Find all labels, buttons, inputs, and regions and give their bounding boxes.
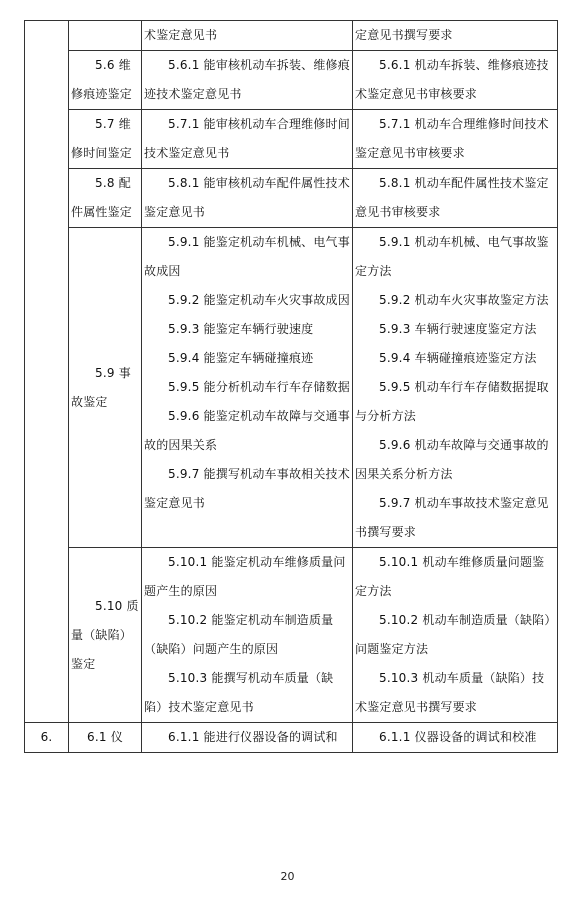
skill-cell: 5.8.1 能审核机动车配件属性技术鉴定意见书 — [142, 169, 353, 228]
page-number: 20 — [280, 870, 295, 883]
skill-item: 5.9.7 能撰写机动车事故相关技术鉴定意见书 — [144, 467, 350, 510]
knowledge-cell — [353, 228, 558, 548]
skill-item: 5.10.1 能鉴定机动车维修质量问题产生的原因 — [144, 555, 346, 598]
skill-item: 5.9.3 能鉴定车辆行驶速度 — [168, 322, 314, 336]
knowledge-item: 5.9.1 机动车机械、电气事故鉴定方法 — [355, 235, 549, 278]
knowledge-item: 5.9.2 机动车火灾事故鉴定方法 — [379, 293, 549, 307]
table-row — [25, 548, 558, 723]
knowledge-item: 5.9.4 车辆碰撞痕迹鉴定方法 — [379, 351, 537, 365]
knowledge-item: 5.10.2 机动车制造质量（缺陷）问题鉴定方法 — [355, 613, 551, 656]
level-cell: 5.10 质量（缺陷）鉴定 — [69, 548, 142, 723]
knowledge-item: 5.9.7 机动车事故技术鉴定意见书撰写要求 — [355, 496, 549, 539]
level-cell: 5.9 事故鉴定 — [69, 228, 142, 548]
skill-item: 5.9.5 能分析机动车行车存储数据 — [168, 380, 350, 394]
skill-cell — [142, 228, 353, 548]
level-cell: 6.1 仪 — [69, 723, 142, 753]
table-row — [25, 228, 558, 548]
knowledge-cell: 5.7.1 机动车合理维修时间技术鉴定意见书审核要求 — [353, 110, 558, 169]
table-row — [25, 51, 558, 110]
skills-table — [24, 20, 558, 753]
knowledge-item: 5.10.3 机动车质量（缺陷）技术鉴定意见书撰写要求 — [355, 671, 545, 714]
skill-item: 5.9.6 能鉴定机动车故障与交通事故的因果关系 — [144, 409, 350, 452]
skill-item: 5.10.2 能鉴定机动车制造质量（缺陷）问题产生的原因 — [144, 613, 334, 656]
skill-cell: 6.1.1 能进行仪器设备的调试和 — [142, 723, 353, 753]
table-row — [25, 723, 558, 753]
knowledge-cell: 5.8.1 机动车配件属性技术鉴定意见书审核要求 — [353, 169, 558, 228]
category-cell — [25, 21, 69, 723]
knowledge-cell — [353, 548, 558, 723]
knowledge-item: 5.9.6 机动车故障与交通事故的因果关系分析方法 — [355, 438, 549, 481]
table-row — [25, 169, 558, 228]
knowledge-cell: 定意见书撰写要求 — [353, 21, 558, 51]
skill-item: 5.9.2 能鉴定机动车火灾事故成因 — [168, 293, 350, 307]
knowledge-item: 5.9.5 机动车行车存储数据提取与分析方法 — [355, 380, 549, 423]
level-cell: 5.7 维修时间鉴定 — [69, 110, 142, 169]
table-row — [25, 110, 558, 169]
level-cell: 5.6 维修痕迹鉴定 — [69, 51, 142, 110]
skill-item: 5.9.1 能鉴定机动车机械、电气事故成因 — [144, 235, 350, 278]
skill-cell: 5.6.1 能审核机动车拆装、维修痕迹技术鉴定意见书 — [142, 51, 353, 110]
level-cell: 5.8 配件属性鉴定 — [69, 169, 142, 228]
knowledge-cell: 5.6.1 机动车拆装、维修痕迹技术鉴定意见书审核要求 — [353, 51, 558, 110]
knowledge-cell: 6.1.1 仪器设备的调试和校准 — [353, 723, 558, 753]
knowledge-item: 5.10.1 机动车维修质量问题鉴定方法 — [355, 555, 545, 598]
skill-item: 5.9.4 能鉴定车辆碰撞痕迹 — [168, 351, 314, 365]
document-page — [24, 20, 558, 753]
skill-cell: 术鉴定意见书 — [142, 21, 353, 51]
skill-cell: 5.7.1 能审核机动车合理维修时间技术鉴定意见书 — [142, 110, 353, 169]
category-cell: 6. — [25, 723, 69, 753]
knowledge-item: 5.9.3 车辆行驶速度鉴定方法 — [379, 322, 537, 336]
table-row — [25, 21, 558, 51]
level-cell — [69, 21, 142, 51]
skill-cell — [142, 548, 353, 723]
skill-item: 5.10.3 能撰写机动车质量（缺陷）技术鉴定意见书 — [144, 671, 334, 714]
